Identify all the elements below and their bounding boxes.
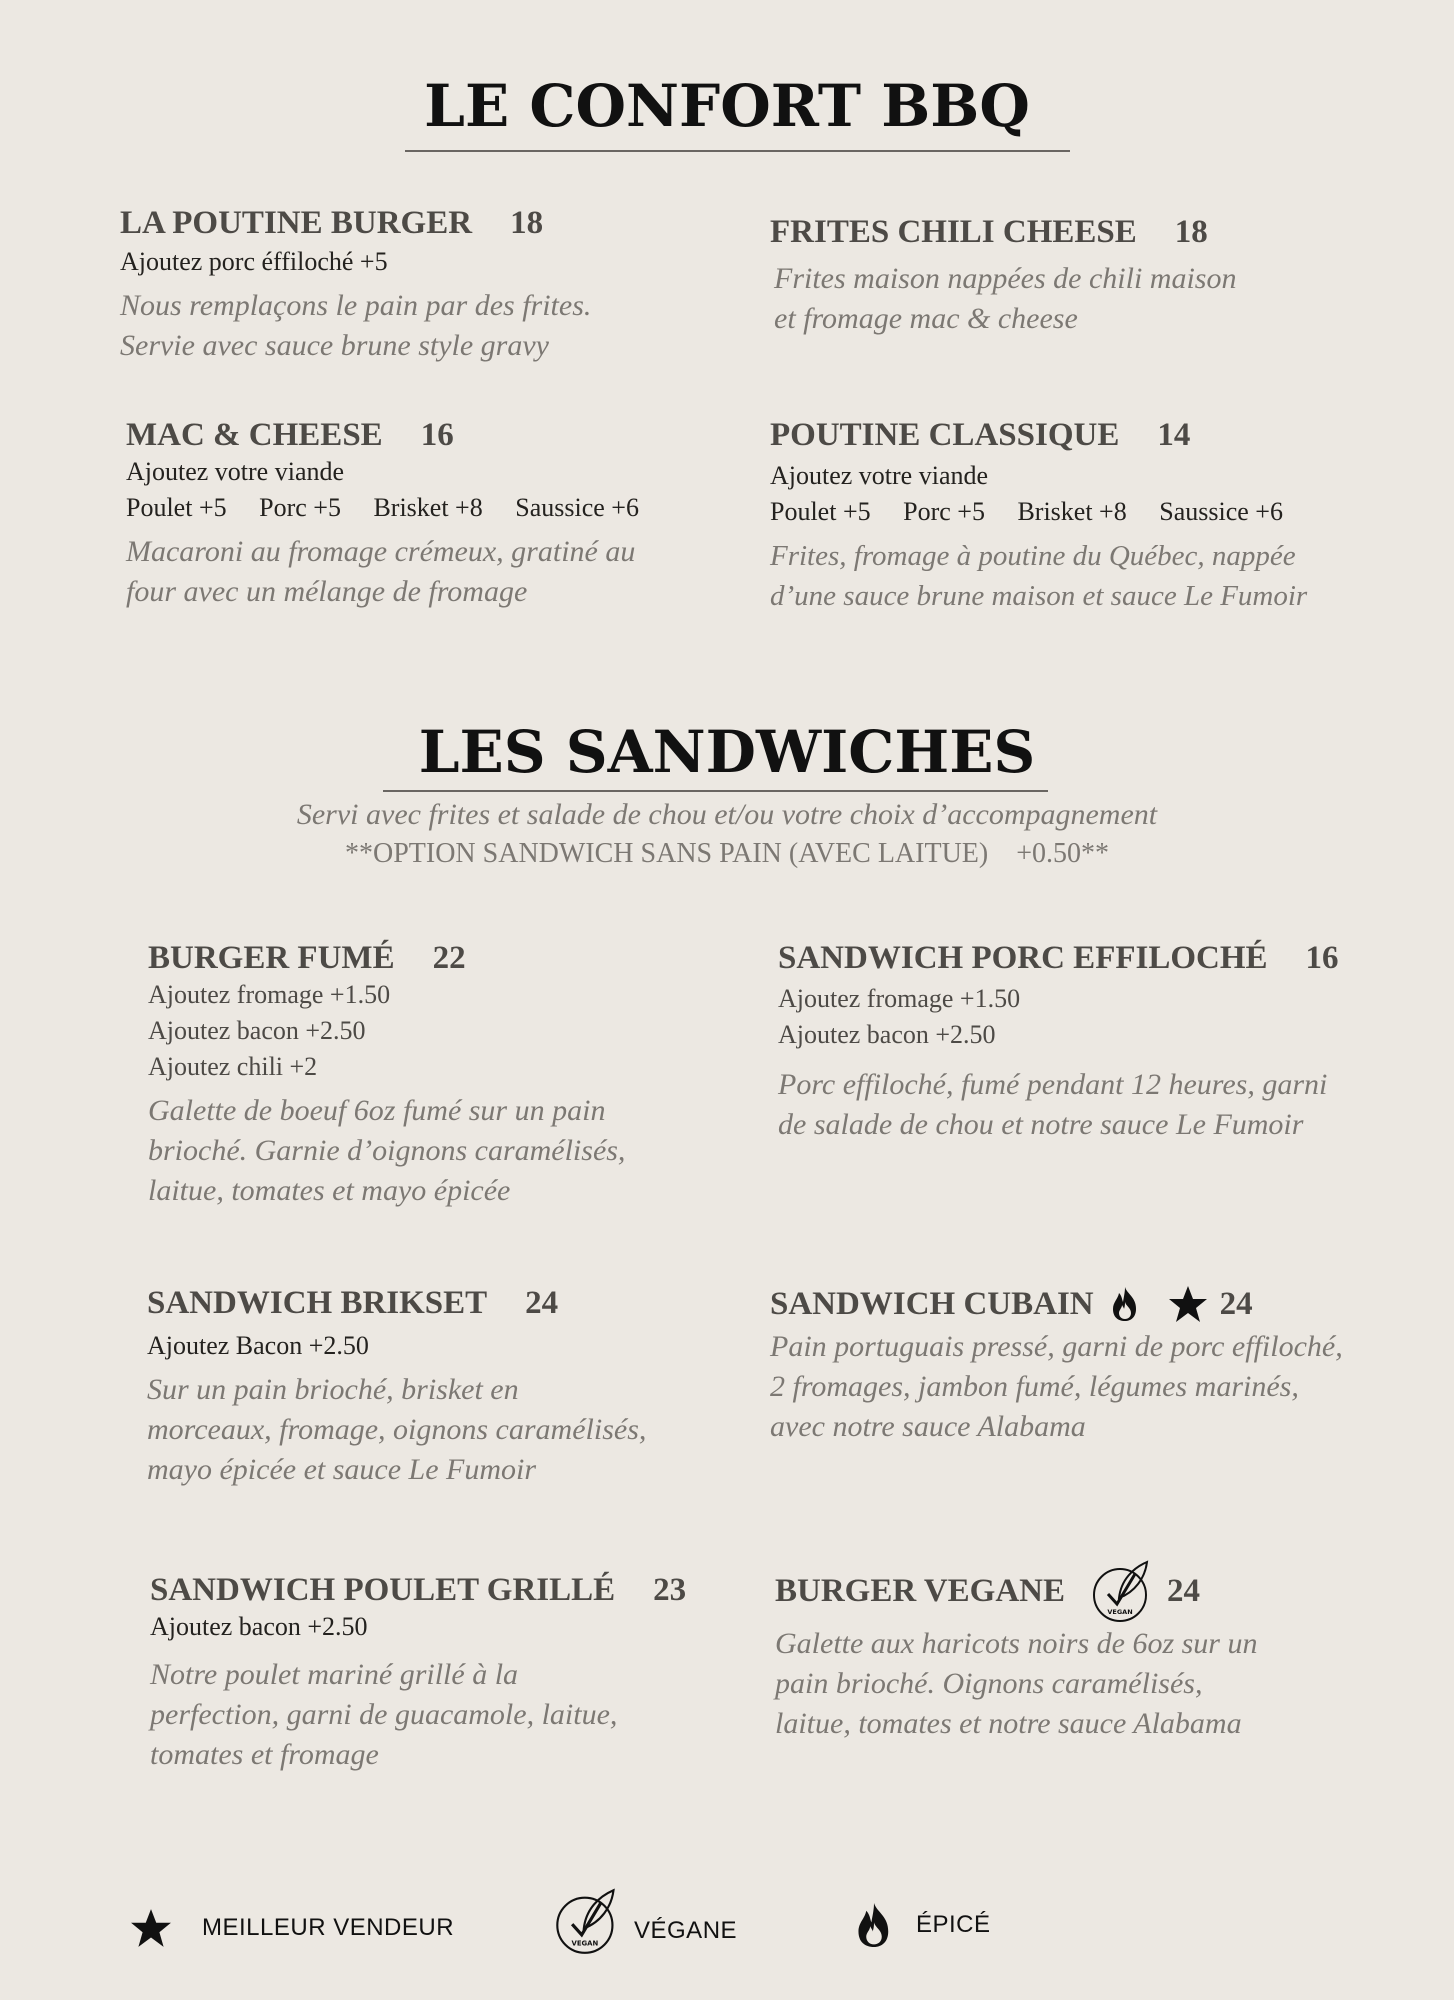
menu-item-mac-cheese	[126, 417, 665, 612]
item-desc-line: pain brioché. Oignons caramélisés,	[775, 1667, 1203, 1700]
item-name: SANDWICH PORC EFFILOCHÉ	[778, 940, 1268, 976]
sandwich-subtitle: Servi avec frites et salade de chou et/ou votre choix d’accompagnement	[296, 798, 1158, 831]
item-desc-line: Macaroni au fromage crémeux, gratiné au	[126, 535, 636, 568]
meat-option: Poulet +5	[126, 493, 227, 522]
menu-item-brikset	[147, 1285, 646, 1490]
item-addon: Ajoutez Bacon +2.50	[147, 1331, 369, 1360]
title-underline	[383, 790, 1048, 792]
fire-icon	[852, 1900, 896, 1950]
item-desc-line: morceaux, fromage, oignons caramélisés,	[147, 1413, 647, 1446]
item-price: 24	[525, 1285, 559, 1321]
item-addon: Ajoutez bacon +2.50	[148, 1016, 366, 1045]
item-price: 18	[1174, 214, 1208, 250]
item-desc-line: Frites, fromage à poutine du Québec, nappée	[770, 540, 1296, 572]
item-name: POUTINE CLASSIQUE	[770, 417, 1120, 453]
item-addon: Ajoutez chili +2	[148, 1052, 318, 1081]
item-name: LA POUTINE BURGER	[120, 205, 473, 241]
item-price: 18	[510, 205, 544, 241]
legend-best-seller	[130, 1908, 454, 1948]
meat-option: Porc +5	[259, 493, 341, 522]
item-name: BURGER VEGANE	[775, 1572, 1066, 1609]
legend-vegan	[554, 1886, 737, 1956]
meat-option: Porc +5	[903, 497, 985, 526]
item-desc-line: avec notre sauce Alabama	[770, 1410, 1086, 1443]
item-desc-line: Nous remplaçons le pain par des frites.	[120, 289, 592, 322]
item-desc-line: Galette aux haricots noirs de 6oz sur un	[775, 1627, 1258, 1660]
item-desc-line: mayo épicée et sauce Le Fumoir	[147, 1453, 537, 1486]
fire-icon	[1108, 1285, 1142, 1323]
item-name: SANDWICH BRIKSET	[147, 1285, 488, 1321]
item-price: 14	[1157, 417, 1191, 453]
item-desc-line: Sur un pain brioché, brisket en	[147, 1373, 519, 1406]
item-addon: Ajoutez porc éffiloché +5	[120, 247, 388, 276]
item-desc-line: laitue, tomates et mayo épicée	[148, 1174, 511, 1207]
vegan-badge-icon	[554, 1886, 620, 1956]
legend-label: ÉPICÉ	[916, 1911, 991, 1938]
item-desc-line: Galette de boeuf 6oz fumé sur un pain	[148, 1094, 606, 1127]
menu-item-porc-effiloche	[778, 940, 1339, 1145]
item-desc-line: perfection, garni de guacamole, laitue,	[150, 1698, 618, 1731]
star-icon	[130, 1908, 172, 1948]
item-addon: Ajoutez bacon +2.50	[778, 1020, 996, 1049]
item-desc-line: Notre poulet mariné grillé à la	[150, 1658, 519, 1691]
meat-options	[770, 494, 1309, 530]
item-addon: Ajoutez bacon +2.50	[150, 1612, 368, 1641]
menu-item-cubain	[770, 1285, 1343, 1447]
meat-option: Saussice +6	[1159, 497, 1283, 526]
legend-label: MEILLEUR VENDEUR	[202, 1914, 455, 1941]
item-desc-line: d’une sauce brune maison et sauce Le Fumoir	[770, 580, 1308, 612]
menu-item-poutine-classique	[770, 417, 1309, 616]
item-desc-line: Pain portuguais pressé, garni de porc effiloché,	[770, 1330, 1343, 1363]
item-desc-line: laitue, tomates et notre sauce Alabama	[775, 1707, 1242, 1740]
item-price: 24	[1219, 1285, 1253, 1322]
meat-option: Saussice +6	[515, 493, 639, 522]
menu-item-burger-fume	[148, 940, 625, 1211]
item-price: 16	[1305, 940, 1339, 976]
sandwich-option-note: **OPTION SANDWICH SANS PAIN (AVEC LAITUE) +0.50**	[344, 838, 1110, 869]
item-name: SANDWICH CUBAIN	[770, 1285, 1094, 1322]
item-desc-line: et fromage mac & cheese	[774, 302, 1078, 335]
item-name: SANDWICH POULET GRILLÉ	[150, 1572, 616, 1608]
title-underline	[405, 150, 1070, 152]
legend-spicy	[852, 1900, 991, 1950]
menu-item-poutine-burger	[120, 205, 591, 366]
menu-item-frites-chili-cheese	[770, 214, 1236, 339]
item-addon: Ajoutez votre viande	[126, 457, 345, 486]
meat-option: Brisket +8	[373, 493, 483, 522]
item-desc-line: four avec un mélange de fromage	[126, 575, 528, 608]
meat-options	[126, 490, 665, 526]
item-name: MAC & CHEESE	[126, 417, 383, 453]
vegan-badge-text: VEGAN	[571, 1939, 599, 1948]
item-addon: Ajoutez fromage +1.50	[148, 980, 391, 1009]
item-addon: Ajoutez fromage +1.50	[778, 984, 1021, 1013]
item-desc-line: Porc effiloché, fumé pendant 12 heures, garni	[778, 1068, 1328, 1101]
item-desc-line: Servie avec sauce brune style gravy	[120, 329, 549, 362]
item-desc-line: brioché. Garnie d’oignons caramélisés,	[148, 1134, 626, 1167]
menu-item-poulet-grille	[150, 1572, 686, 1775]
meat-option: Poulet +5	[770, 497, 871, 526]
item-price: 16	[420, 417, 454, 453]
legend-label: VÉGANE	[634, 1917, 738, 1944]
star-icon	[1168, 1285, 1208, 1323]
menu-item-burger-vegane	[775, 1558, 1257, 1744]
item-name: FRITES CHILI CHEESE	[770, 214, 1137, 250]
item-addon: Ajoutez votre viande	[770, 461, 989, 490]
vegan-badge-icon	[1091, 1558, 1153, 1624]
item-price: 24	[1167, 1572, 1201, 1609]
section-title-confort: LE CONFORT BBQ	[424, 72, 1030, 140]
item-desc-line: de salade de chou et notre sauce Le Fumoir	[778, 1108, 1304, 1141]
vegan-badge-text: VEGAN	[1107, 1608, 1133, 1616]
section-title-sandwiches: LES SANDWICHES	[418, 718, 1036, 786]
item-desc-line: 2 fromages, jambon fumé, légumes marinés,	[770, 1370, 1299, 1403]
item-price: 22	[432, 940, 466, 976]
item-desc-line: tomates et fromage	[150, 1738, 379, 1771]
meat-option: Brisket +8	[1017, 497, 1127, 526]
item-desc-line: Frites maison nappées de chili maison	[774, 262, 1237, 295]
item-price: 23	[653, 1572, 687, 1608]
item-name: BURGER FUMÉ	[148, 940, 395, 976]
